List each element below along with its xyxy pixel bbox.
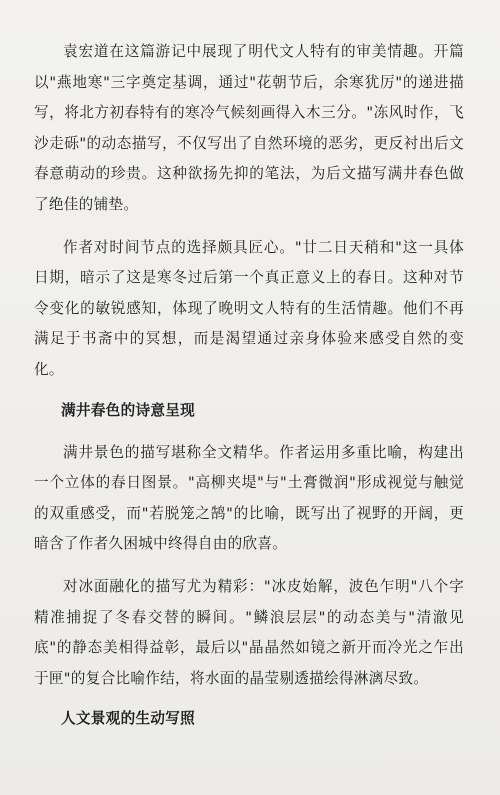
paragraph-intro: 袁宏道在这篇游记中展现了明代文人特有的审美情趣。开篇以"燕地寒"三字奠定基调，通过"花朝节后，余寒犹厉"的递进描写，将北方初春特有的寒冷气候刻画得入木三分。"冻风时作，飞沙走砾"的动态描写，不仅写出了自然环境的恶劣，更反衬出后文春意萌动的珍贵。这种欲扬先抑的笔法，为后文描写满井春色做了绝佳的铺垫。 <box>34 43 464 213</box>
paragraph-ice-melting: 对冰面融化的描写尤为精彩："冰皮始解，波色乍明"八个字精准捕捉了冬春交替的瞬间。"鳞浪层层"的动态美与"清澈见底"的静态美相得益彰，最后以"晶晶然如镜之新开而冷光之乍出于匣"的复合比喻作结，将水面的晶莹剔透描绘得淋漓尽致。 <box>34 577 464 687</box>
section-heading-spring-scenery: 满井春色的诗意呈现 <box>61 401 196 419</box>
paragraph-scenery: 满井景色的描写堪称全文精华。作者运用多重比喻，构建出一个立体的春日图景。"高柳夹堤"与"土膏微润"形成视觉与触觉的双重感受，而"若脱笼之鹄"的比喻，既写出了视野的开阔，更暗含了作者久困城中终得自由的欣喜。 <box>34 443 464 553</box>
section-heading-human-landscape: 人文景观的生动写照 <box>61 710 196 728</box>
paragraph-time-node: 作者对时间节点的选择颇具匠心。"廿二日天稍和"这一具体日期，暗示了这是寒冬过后第一个真正意义上的春日。这种对节令变化的敏锐感知，体现了晚明文人特有的生活情趣。他们不再满足于书斋中的冥想，而是渴望通过亲身体验来感受自然的变化。 <box>34 238 464 378</box>
